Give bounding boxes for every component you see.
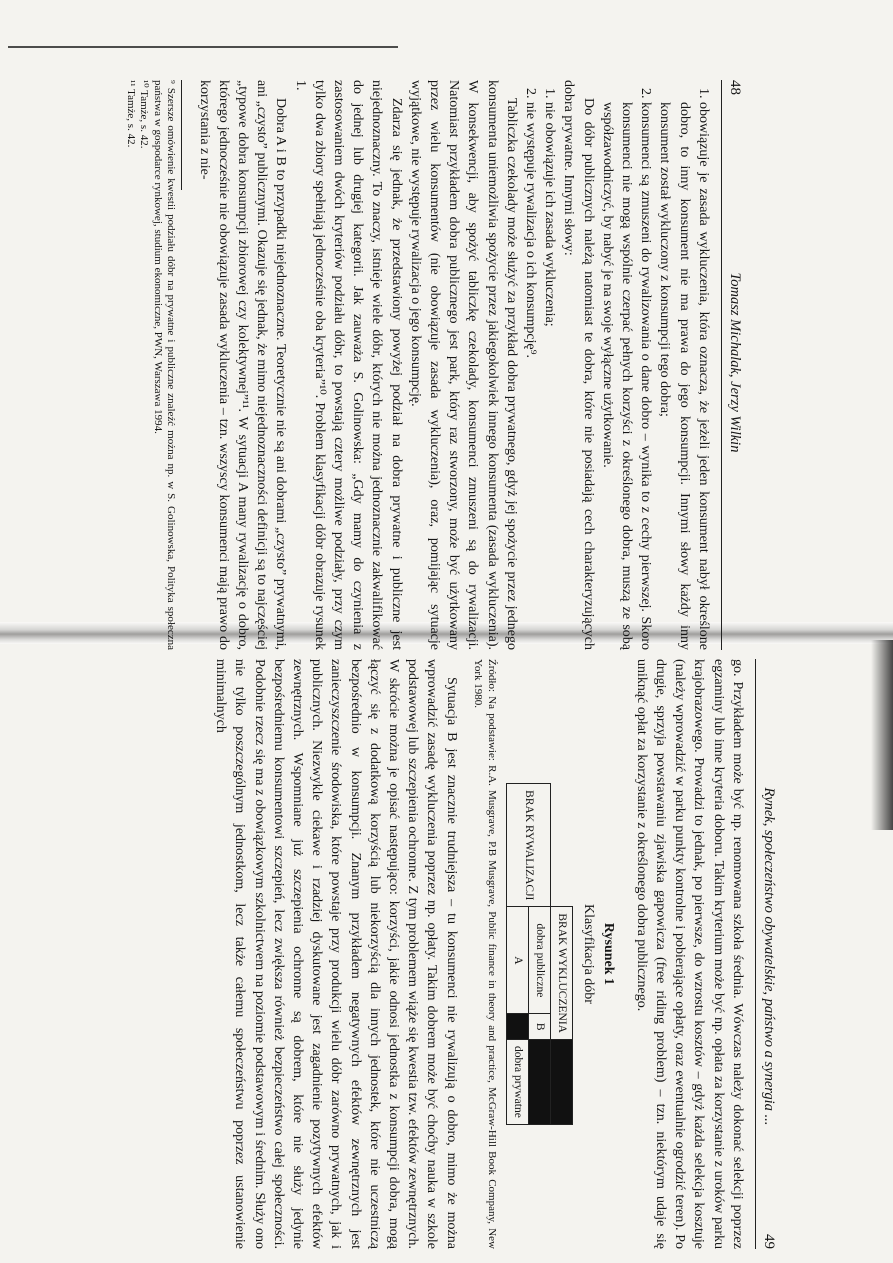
cell-private-goods: dobra prywatne <box>506 1039 528 1124</box>
goods-classification-table <box>506 783 574 1125</box>
footnote: ¹¹ Tamże, s. 42. <box>125 80 138 148</box>
figure-caption <box>579 659 617 1249</box>
footnote-separator <box>181 80 182 190</box>
footnote: ¹⁰ Tamże, s. 42. <box>138 80 151 149</box>
private-goods-list <box>598 80 713 650</box>
list-item: 2. nie występuje rywalizacja o ich konsumpcję⁹. <box>521 102 540 650</box>
public-goods-list <box>521 80 559 650</box>
shaded-cell <box>550 1039 572 1124</box>
shaded-cell <box>528 1039 550 1124</box>
list-item: 1. nie obowiązuje ich zasada wykluczenia; <box>540 102 559 650</box>
footnote: ⁹ Szersze omówienie kwestii podziału dóbr na prywatne i publiczne znaleźć można np. w S. Golinowska, Polityka społeczna państwa w gospodarce rynkowej, studium ekonomiczne, PWN, Warszawa 1994. <box>151 80 178 650</box>
cell-a: A <box>506 907 528 1014</box>
paragraph: Dobra A i B to przypadki niejednoznaczne. Teoretycznie nie są ani dobrami „czysto” prywatnymi, ani „czysto” publicznymi. Okazuje się jednak, że mimo niejednoznaczności definicji są to najczęściej „typowe dobra konsumpcji zbiorowej czy kolektywnej”¹¹. W sytuacji A many rywalizację o dobro, którego jednocześnie nie obowiązuje zasada wykluczenia – tzn. wszyscy konsumenci mają prawo do korzystania z nie- <box>196 80 289 650</box>
paragraph: Zdarza się jednak, że przedstawiony powyżej podział na dobra prywatne i publiczne jest niejednoznaczny. To znaczy, istnieje wiele dóbr, których nie można jednoznacznie zakwalifikować do jednej lub drugiej kategorii. Jak zauważa S. Golinowska: „Gdy mamy do czynienia z zastosowaniem dwóch kryteriów podziału dóbr, to powstają cztery możliwe podziały, przy czym tylko dwa zbiory spełniają jednocześnie oba kryteria”¹⁰. Problem klasyfikacji dóbr obrazuje rysunek 1. <box>292 80 404 650</box>
list-item: 2. konsumenci są zmuszeni do rywalizowania o dane dobro – wynika to z cechy pierwszej. Skoro konsumenci nie mogą wspólnie czerpać pełnych korzyści z określonego dobra, muszą ze sobą współzawodniczyć, by nabyć je na swoje wyłączne użytkowanie. <box>598 102 656 650</box>
page-number-49: 49 <box>761 1233 777 1249</box>
cell-b: B <box>528 1014 550 1040</box>
running-head-title: Rynek, społeczeństwo obywatelskie, państwo a synergia ... <box>761 787 777 1126</box>
figure-title: Rysunek 1 <box>600 922 616 986</box>
header-no-rivalry: BRAK RYWALIZACJI <box>506 784 550 907</box>
page-49 <box>78 659 778 1249</box>
scan-edge-shadow <box>871 640 893 830</box>
cell-public-goods: dobra publiczne <box>528 907 550 1014</box>
header-no-exclusion: BRAK WYKLUCZENIA <box>550 907 572 1040</box>
page-48 <box>64 80 744 650</box>
page-number-48: 48 <box>727 80 743 95</box>
scan-edge-line <box>8 46 398 48</box>
running-head-48 <box>721 80 744 650</box>
figure-subtitle: Klasyfikacja dóbr <box>581 904 597 1004</box>
paragraph: Tabliczka czekolady może służyć za przykład dobra prywatnego, gdyż jej spożycie przez jednego konsumenta uniemożliwia spożycie przez jakiegokolwiek innego konsumenta (zasada wykluczenia). W konsekwencji, aby spożyć tabliczkę czekolady, konsumenci zmuszeni są do rywalizacji. Natomiast przykładem dobra publicznego jest park, który raz stworzony, może być użytkowany przez wielu konsumentów (nie obowiązuje zasada wykluczenia), oraz, pomijając sytuacje wyjątkowe, nie występuje rywalizacja o jego konsumpcję. <box>407 80 519 650</box>
list-item: 1. obowiązuje je zasada wykluczenia, która oznacza, że jeżeli jeden konsument nabył określone dobro, to inny konsument nie ma prawa do jego konsumpcji. Innymi słowy każdy inny konsument został wykluczony z konsumpcji tego dobra; <box>655 102 713 650</box>
paragraph: Do dóbr publicznych należą natomiast te dobra, które nie posiadają cech charakteryzujących dobra prywatne. Innymi słowy: <box>561 80 596 650</box>
shaded-cell <box>506 1014 528 1040</box>
paragraph: Sytuacja B jest znacznie trudniejsza – tu konsumenci nie rywalizują o dobro, mimo że można wprowadzić zasadę wykluczenia poprzez np. opłaty. Takim dobrem może być choćby nauka w szkole podstawowej lub szczepienia ochronne. Z tym problemem wiąże się kwestia tzw. efektów zewnętrznych. W skrócie można je opisać następująco: korzyści, jakie odnosi jednostka z konsumpcji dobra, mogą łączyć się z dodatkową korzyścią lub niekorzyścią dla innych jednostek, które nie uczestniczą bezpośrednio w konsumpcji. Znanym przykładem negatywnych efektów zewnętrznych jest zanieczyszczenie środowiska, które powstaje przy produkcji wielu dóbr zarówno prywatnych, jak i publicznych. Niezwykle ciekawe i rzadziej dyskutowane jest zagadnienie pozytywnych efektów zewnętrznych. Wspomniane już szczepienia ochronne są dobrem, które nie służy jedynie bezpośredniemu konsumentowi szczepień, lecz zwiększa również bezpieczeństwo całej społeczności. Podobnie rzecz się ma z obowiązkowym szkolnictwem na poziomie podstawowym i średnim. Służy ono nie tylko poszczególnym jednostkom, lecz także całemu społeczeństwu poprzez ustanowienie minimalnych <box>213 659 459 1249</box>
paragraph: go. Przykładem może być np. renomowana szkoła średnia. Wówczas należy dokonać selekcji poprzez egzaminy lub inne kryteria doboru. Takim kryterium może być np. opłata za korzystanie z uroków parku krajobrazowego. Prowadzi to jednak, po pierwsze, do wzrostu kosztów – gdyż każda selekcja kosztuje (należy wprowadzić w parku punkty kontrolne i pobierające opłaty, oraz ewentualnie ogrodzić teren). Po drugie, sprzyja powstawaniu zjawiska gapowicza (free riding problem) – tzn. niektórym udaje się uniknąć opłat za korzystanie z określonego dobra publicznego. <box>633 659 745 1249</box>
running-head-authors: Tomasz Michalak, Jerzy Wilkin <box>727 272 743 453</box>
figure-source: Źródło: Na podstawie: R.A. Musgrave, P.B Musgrave, Public finance in theory and practice, McGraw-Hill Book Company, New York 1980. <box>472 659 498 1249</box>
running-head-49 <box>755 659 778 1249</box>
